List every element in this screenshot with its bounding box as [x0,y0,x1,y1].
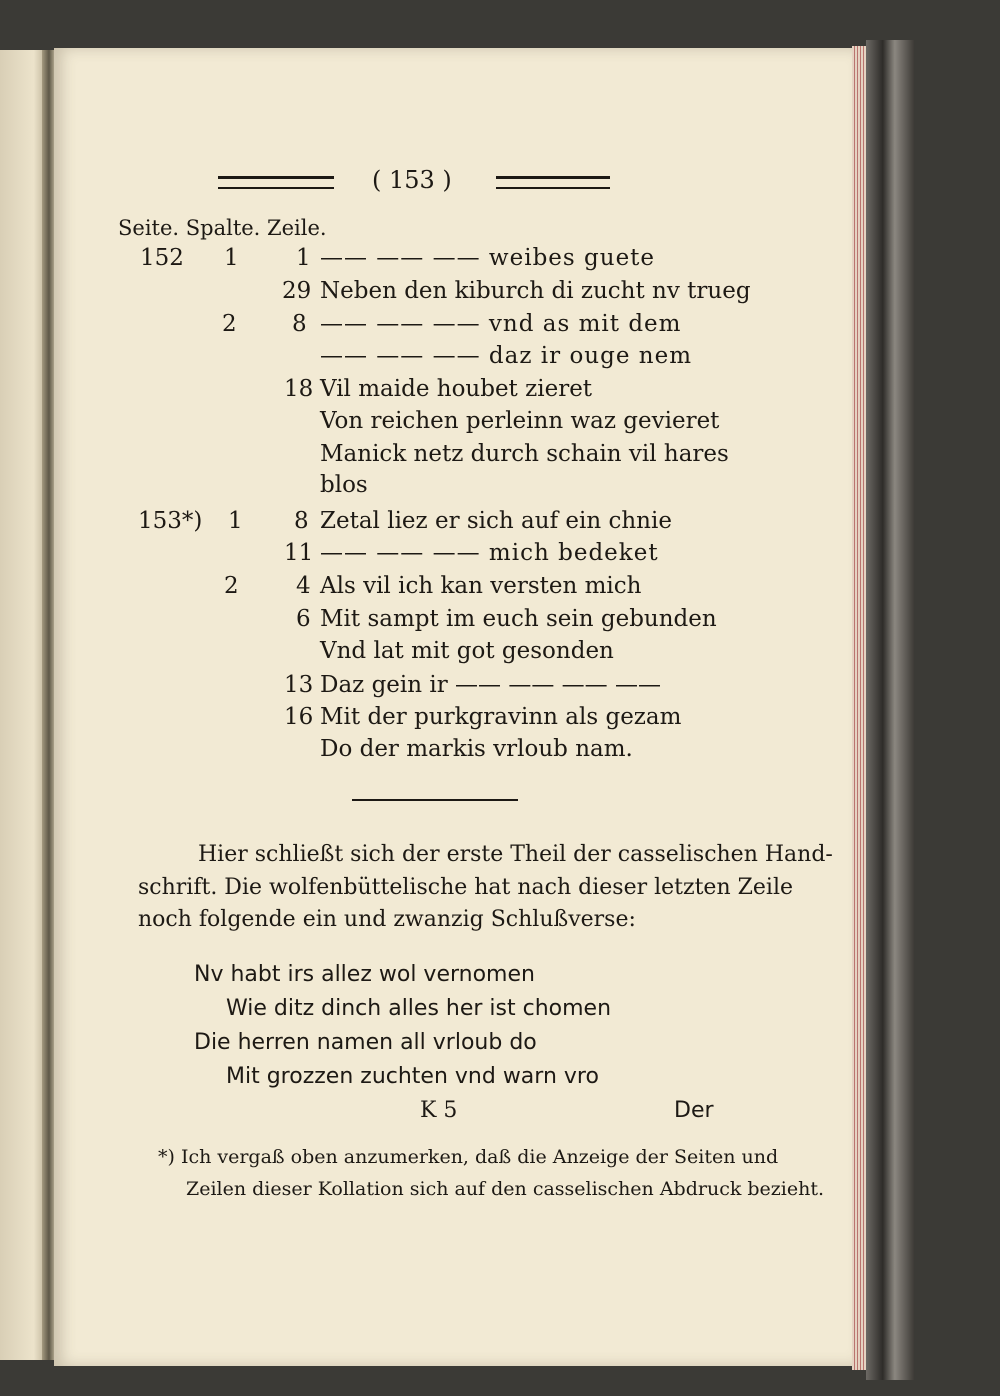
collation-text: Mit der purkgravinn als gezam [320,704,682,730]
collation-text: —— —— —— mich bedeket [320,540,659,566]
collation-text: —— —— —— daz ir ouge nem [320,343,692,369]
spalte-number: 2 [224,573,239,599]
footnote-line: Zeilen dieser Kollation sich auf den casselischen Abdruck bezieht. [186,1178,825,1200]
collation-text: Vil maide houbet zieret [320,376,593,402]
zeile-number: 16 [284,704,314,730]
zeile-number: 6 [296,606,311,632]
zeile-number: 29 [282,278,312,304]
paragraph-line: schrift. Die wolfenbüttelische hat nach dieser letzten Zeile [138,875,794,900]
header-rule-right [496,176,610,189]
collation-text: Do der markis vrloub nam. [320,736,633,762]
signature-mark: K 5 [420,1098,458,1123]
catchword: Der [674,1098,714,1123]
collation-text: —— —— —— weibes guete [320,245,656,271]
seite-number: 153*) [138,508,203,534]
collation-text: blos [320,472,368,498]
paragraph-line: Hier schließt sich der erste Theil der casselischen Hand- [198,842,833,867]
spalte-number: 1 [228,508,243,534]
collation-text: Manick netz durch schain vil hares [320,441,729,467]
zeile-number: 18 [284,376,314,402]
poem-line: Nv habt irs allez wol vernomen [194,962,535,987]
collation-text: —— —— —— vnd as mit dem [320,311,682,337]
zeile-number: 8 [294,508,309,534]
paragraph-line: noch folgende ein und zwanzig Schlußverse: [138,907,636,932]
collation-text: Vnd lat mit got gesonden [320,638,614,664]
spalte-number: 1 [224,245,239,271]
page-number: ( 153 ) [372,166,452,194]
poem-line: Die herren namen all vrloub do [194,1030,537,1055]
collation-text: Zetal liez er sich auf ein chnie [320,508,672,534]
spalte-number: 2 [222,311,237,337]
footnote-line: *) Ich vergaß oben anzumerken, daß die Anzeige der Seiten und [158,1146,779,1168]
poem-line: Wie ditz dinch alles her ist chomen [226,996,612,1021]
collation-text: Von reichen perleinn waz gevieret [320,408,720,434]
collation-text: Daz gein ir —— —— —— —— [320,672,661,698]
header-rule-left [218,176,334,189]
column-headers: Seite. Spalte. Zeile. [118,216,327,240]
collation-text: Als vil ich kan versten mich [320,573,642,599]
poem-line: Mit grozzen zuchten vnd warn vro [226,1064,599,1089]
left-page-edge [0,50,48,1360]
zeile-number: 11 [284,540,314,566]
section-divider [352,799,518,801]
collation-text: Neben den kiburch di zucht nv trueg [320,278,751,304]
zeile-number: 8 [292,311,307,337]
collation-text: Mit sampt im euch sein gebunden [320,606,717,632]
zeile-number: 13 [284,672,314,698]
book-cover [866,40,914,1380]
seite-number: 152 [140,245,184,271]
zeile-number: 1 [296,245,311,271]
zeile-number: 4 [296,573,311,599]
